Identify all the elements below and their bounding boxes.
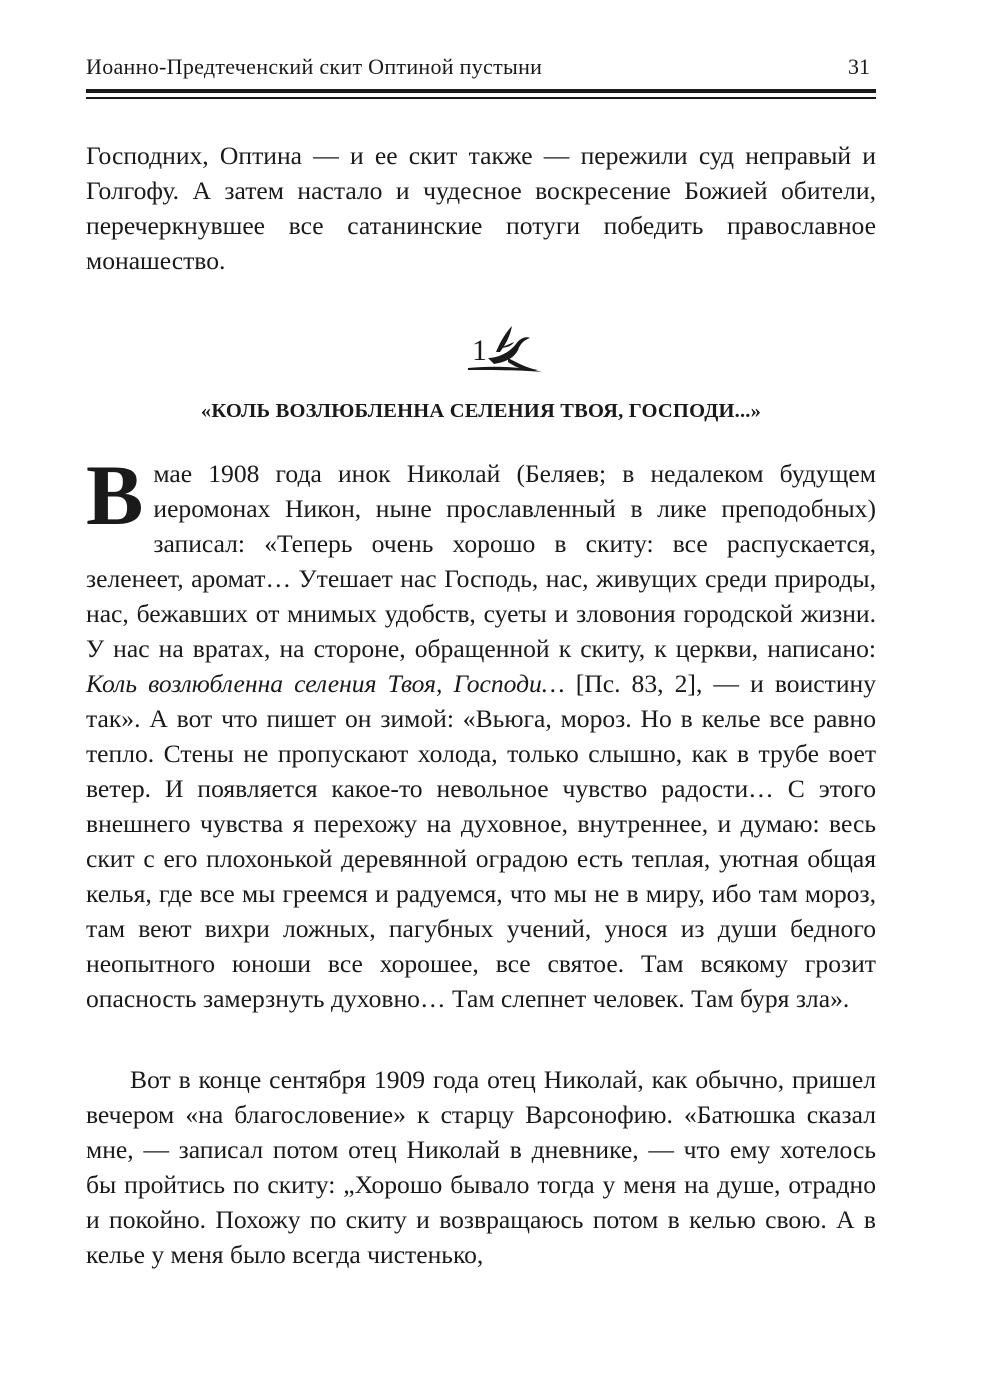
header-rule-thick [86,89,876,93]
drop-cap: В [86,447,144,543]
page-number: 31 [848,54,870,79]
paragraph-next: Вот в конце сентября 1909 года отец Николай, как обычно, пришел вечером «на благословение» к старцу Варсонофию. «Батюшка сказал мне, — записал потом отец Николай в дневнике, — что ему хотелось бы пройтись по скиту: „Хорошо бывало тогда у меня на душе, отрадно и покойно. Похожу по скиту и возвращаюсь потом в келью свою. А в келье у меня было всегда чистенько, [86,1065,876,1269]
floral-vignette-icon [450,318,550,376]
paragraph-text-start: мае 1908 года инок Николай (Беляев; в недалеком будущем иеромонах Никон, ныне прославленный в лике преподобных) записал: «Теперь очень хорошо в скиту: все распускается, зеленеет, аромат… Утешает нас Господь, нас, живущих среди природы, нас, бежавших от мнимых удобств, суеты и зловония городской жизни. У нас на вратах, на стороне, обращенной к скиту, к церкви, написано: [86,459,876,663]
running-header [86,54,876,86]
section-number: 1 [472,334,487,367]
paragraph-text-end: [Пс. 83, 2], — и воистину так». А вот что пишет он зимой: «Вьюга, мороз. Но в келье все равно тепло. Стены не пропускают холода, только слышно, как в трубе воет ветер. И появляется какое-то невольное чувство радости… С этого внешнего чувства я перехожу на духовное, внутреннее, и думаю: весь скит с его плохонькой деревянной оградою есть теплая, уютная общая келья, где все мы греемся и радуемся, что мы не в миру, ибо там мороз, там веют вихри ложных, пагубных учений, унося из души бедного неопытного юноши все хорошее, все святое. Там всякому грозит опасность замерзнуть духовно… Там слепнет человек. Там буря зла». [86,669,877,1013]
paragraph-main [86,447,877,1016]
header-rule-thin [86,97,876,99]
section-heading: «КОЛЬ ВОЗЛЮБЛЕННА СЕЛЕНИЯ ТВОЯ, ГОСПОДИ...» [200,400,762,422]
paragraph-continuation: Господних, Оптина — и ее скит также — пережили суд неправый и Голгофу. А затем настало и чудесное воскресение Божией обители, перечеркнувшее все сатанинские потуги победить православное монашество. [86,141,876,275]
italic-psalm-quote: Коль возлюбленна селения Твоя, Господи… [86,669,565,698]
running-title: Иоанно-Предтеченский скит Оптиной пустыни [86,54,543,79]
